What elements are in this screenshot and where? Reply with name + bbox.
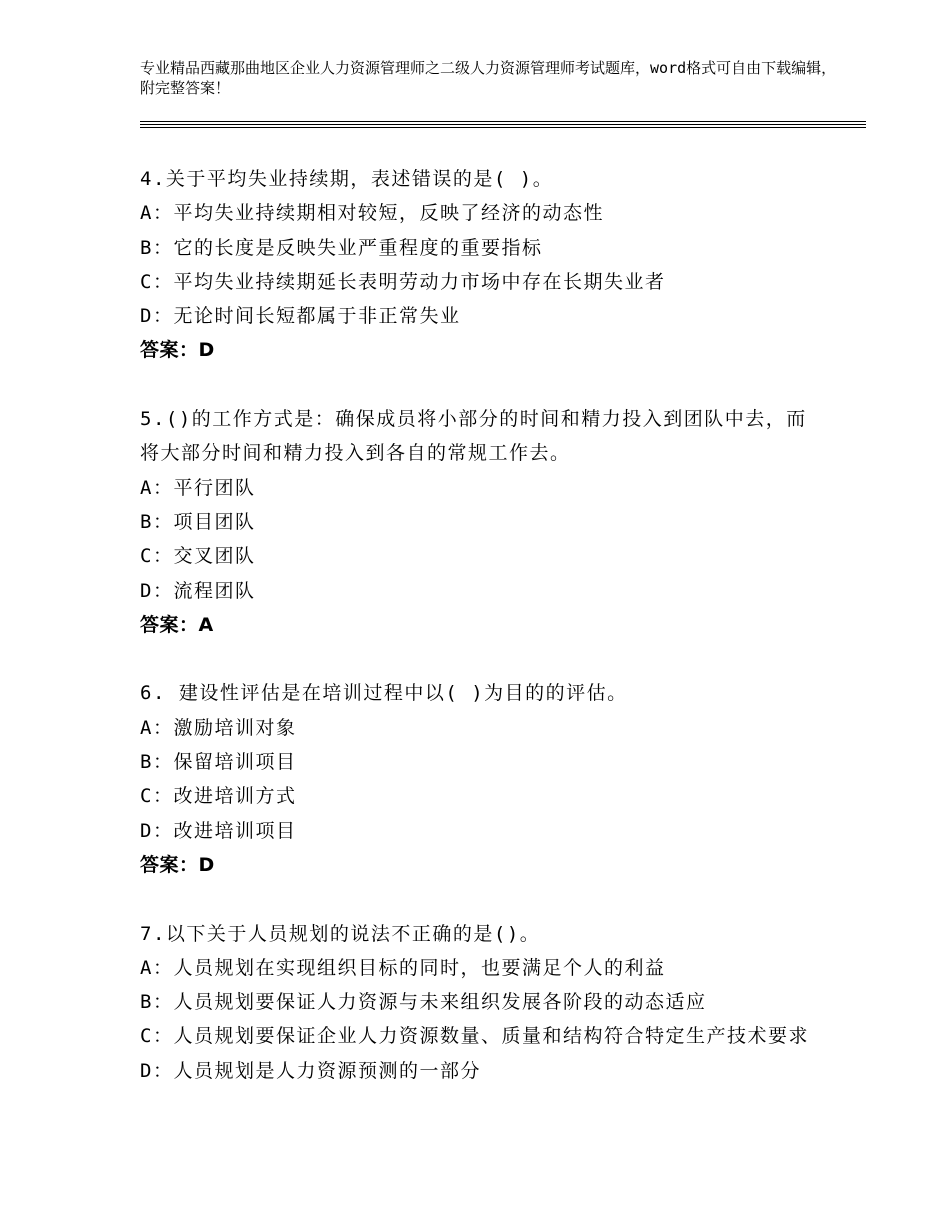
header-rule-top [140, 121, 866, 122]
question-stem: 7.以下关于人员规划的说法不正确的是()。 [140, 922, 541, 945]
option-d: D：人员规划是人力资源预测的一部分 [140, 1059, 481, 1082]
question-stem: 5.()的工作方式是：确保成员将小部分的时间和精力投入到团队中去，而将大部分时间和精力投入到各自的常规工作去。 [140, 408, 807, 465]
option-c: C：改进培训方式 [140, 785, 297, 808]
question-stem: 6. 建设性评估是在培训过程中以( )为目的的评估。 [140, 682, 628, 705]
option-d: D：无论时间长短都属于非正常失业 [140, 305, 461, 328]
option-b: B：它的长度是反映失业严重程度的重要指标 [140, 236, 543, 259]
question-list [140, 162, 820, 1122]
header-rule-middle [140, 124, 866, 125]
option-a: A：激励培训对象 [140, 716, 297, 739]
question-stem: 4.关于平均失业持续期，表述错误的是( )。 [140, 168, 554, 190]
question-7 [140, 917, 820, 1088]
option-c: C：交叉团队 [140, 545, 256, 568]
document-header: 专业精品西藏那曲地区企业人力资源管理师之二级人力资源管理师考试题库，word格式可自由下载编辑，附完整答案！ [140, 59, 837, 97]
answer: 答案：D [140, 853, 215, 876]
answer: 答案：D [140, 339, 215, 362]
question-5 [140, 402, 820, 642]
option-a: A：人员规划在实现组织目标的同时，也要满足个人的利益 [140, 956, 666, 979]
question-6 [140, 676, 820, 882]
question-4 [140, 162, 820, 368]
option-d: D：流程团队 [140, 579, 256, 602]
option-c: C：平均失业持续期延长表明劳动力市场中存在长期失业者 [140, 270, 666, 293]
header-rule-bottom [140, 127, 866, 128]
option-a: A：平均失业持续期相对较短，反映了经济的动态性 [140, 202, 604, 225]
option-c: C：人员规划要保证企业人力资源数量、质量和结构符合特定生产技术要求 [140, 1025, 809, 1048]
option-b: B：保留培训项目 [140, 751, 297, 774]
option-b: B：人员规划要保证人力资源与未来组织发展各阶段的动态适应 [140, 991, 707, 1014]
option-a: A：平行团队 [140, 476, 256, 499]
option-d: D：改进培训项目 [140, 819, 297, 842]
answer: 答案：A [140, 613, 214, 636]
option-b: B：项目团队 [140, 510, 256, 533]
